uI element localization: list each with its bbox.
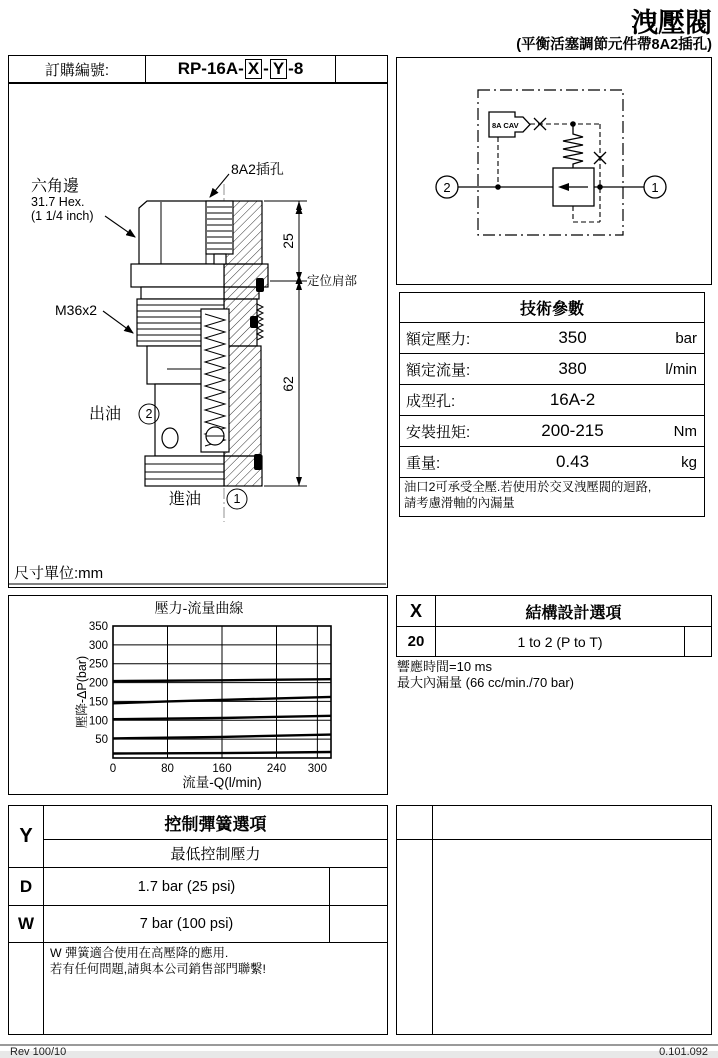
x-tick-label: 160 xyxy=(212,763,232,775)
y-tick-label: 200 xyxy=(88,677,108,690)
spring-code-d: D xyxy=(9,868,43,906)
y-options-subtitle: 最低控制壓力 xyxy=(44,840,387,868)
y-tick-label: 300 xyxy=(88,639,108,652)
hydraulic-schematic-panel xyxy=(396,57,712,285)
thread-label: M36x2 xyxy=(55,302,98,318)
order-number-label: 訂購編號: xyxy=(9,56,146,82)
page-subtitle: (平衡活塞調節元件帶8A2插孔) xyxy=(516,37,712,53)
cavity-label: 8A CAV xyxy=(492,121,519,130)
part-option-y: Y xyxy=(270,59,287,79)
empty-table-column-divider xyxy=(432,806,433,1034)
table-row xyxy=(44,906,387,943)
order-number-table xyxy=(8,55,388,83)
y-tick-label: 50 xyxy=(95,734,108,747)
chart-curve-setting-200bar xyxy=(113,679,331,681)
y-note-line2: 若有任何問題,請與本公司銷售部門聯繫! xyxy=(50,961,266,976)
chart-curve-setting-min xyxy=(113,752,331,754)
tech-note-line1: 油口2可承受全壓.若使用於交叉洩壓閥的迴路, xyxy=(404,480,652,494)
x-tick-label: 0 xyxy=(109,763,117,775)
chart-xlabel: 流量-Q(l/min) xyxy=(182,775,262,790)
order-empty-cell xyxy=(336,56,387,82)
y-code: Y xyxy=(9,806,43,868)
tech-unit: kg xyxy=(681,453,697,471)
table-row xyxy=(400,323,704,354)
chart-ylabel: 壓降-ΔP(bar) xyxy=(75,655,89,729)
x-tick-label: 240 xyxy=(266,763,287,775)
x-options-note xyxy=(396,657,712,694)
y-note-line1: W 彈簧適合使用在高壓降的應用. xyxy=(50,946,229,960)
y-option-extra-cell xyxy=(329,906,387,942)
x-tick-label: 80 xyxy=(161,763,174,775)
y-tick-label: 100 xyxy=(88,715,108,728)
hex-label-inch: (1 1/4 inch) xyxy=(31,209,94,223)
tech-label: 額定壓力: xyxy=(406,330,471,348)
tech-note xyxy=(400,478,704,516)
part-option-x: X xyxy=(245,59,262,79)
dim-25-label: 25 xyxy=(280,233,296,249)
tech-value: 380 xyxy=(558,359,587,378)
x-options-title: 結構設計選項 xyxy=(525,604,622,622)
dim-62-label: 62 xyxy=(280,376,296,392)
page-title: 洩壓閥 xyxy=(631,8,712,38)
tech-unit: Nm xyxy=(673,422,697,440)
shoulder-label: 定位肩部 xyxy=(307,274,358,288)
y-code-column xyxy=(9,806,44,1034)
footer-doc-number: 0.101.092 xyxy=(659,1046,708,1058)
x-code: X xyxy=(397,596,436,626)
tech-value: 16A-2 xyxy=(549,390,596,409)
part-prefix: RP-16A- xyxy=(177,59,244,78)
schematic-port-1: 1 xyxy=(651,180,659,195)
table-row xyxy=(400,354,704,385)
tech-unit: bar xyxy=(675,329,697,347)
footer-rule xyxy=(0,1044,718,1046)
x-option-extra-cell xyxy=(684,627,711,656)
tech-label: 額定流量: xyxy=(406,361,471,379)
y-tick-label: 250 xyxy=(88,658,108,671)
empty-table xyxy=(396,805,712,1035)
tech-value: 200-215 xyxy=(541,421,604,440)
tech-label: 成型孔: xyxy=(406,392,456,410)
table-row xyxy=(400,447,704,478)
in-port-number: 1 xyxy=(233,492,241,506)
x-option-code: 20 xyxy=(397,627,436,656)
dimension-lines xyxy=(264,201,358,486)
tech-note-line2: 請考慮滑軸的內漏量 xyxy=(404,495,515,510)
y-options-table xyxy=(8,805,388,1035)
hydraulic-schematic xyxy=(397,58,710,283)
y-options-body xyxy=(44,806,387,1034)
y-options-note xyxy=(44,943,387,980)
part-number xyxy=(146,56,336,82)
hex-label-size: 31.7 Hex. xyxy=(31,195,85,209)
tech-table-title: 技術參數 xyxy=(400,293,704,323)
tech-value: 0.43 xyxy=(555,452,590,471)
internal-cavity xyxy=(201,201,233,452)
table-row xyxy=(400,416,704,447)
x-options-table xyxy=(396,595,712,694)
pressure-flow-chart-panel xyxy=(8,595,388,795)
y-tick-label: 150 xyxy=(88,696,108,709)
chart-plot-area xyxy=(89,621,331,775)
technical-parameters-table xyxy=(399,292,705,517)
x-option-desc: 1 to 2 (P to T) xyxy=(517,633,603,650)
tech-value: 350 xyxy=(558,328,587,347)
empty-table-header-divider xyxy=(397,839,711,840)
x-options-header xyxy=(396,595,712,627)
tech-label: 安裝扭矩: xyxy=(406,423,471,441)
units-note: 尺寸單位:mm xyxy=(14,565,104,582)
x-tick-label: 300 xyxy=(307,763,327,775)
pressure-flow-chart xyxy=(9,596,386,793)
y-option-extra-cell xyxy=(329,868,387,905)
valve-cross-section-drawing xyxy=(9,84,386,586)
table-row xyxy=(44,868,387,906)
x-note-line1: 響應時間=10 ms xyxy=(397,659,492,674)
y-empty-cell xyxy=(9,943,43,1034)
out-port-label: 出油 xyxy=(89,406,122,423)
spring-code-w: W xyxy=(9,906,43,943)
port-8a2-label: 8A2插孔 xyxy=(231,161,284,177)
footer-revision: Rev 100/10 xyxy=(10,1046,67,1058)
part-separator: - xyxy=(263,59,269,78)
tech-label: 重量: xyxy=(406,454,441,472)
y-tick-label: 350 xyxy=(88,621,108,633)
y-options-title: 控制彈簧選項 xyxy=(44,806,387,840)
x-note-line2: 最大內漏量 (66 cc/min./70 bar) xyxy=(397,675,574,691)
schematic-port-2: 2 xyxy=(443,180,451,195)
in-port-label: 進油 xyxy=(169,491,202,508)
table-row xyxy=(396,627,712,657)
out-port-number: 2 xyxy=(145,407,153,421)
spring-desc-w: 7 bar (100 psi) xyxy=(139,916,234,932)
valve-drawing-panel xyxy=(8,83,388,588)
hex-label-cn: 六角邊 xyxy=(31,178,80,195)
spring-desc-d: 1.7 bar (25 psi) xyxy=(137,878,236,895)
tech-unit: l/min xyxy=(665,360,697,378)
part-suffix: -8 xyxy=(288,59,304,78)
chart-title: 壓力-流量曲線 xyxy=(154,600,244,616)
table-row xyxy=(400,385,704,416)
